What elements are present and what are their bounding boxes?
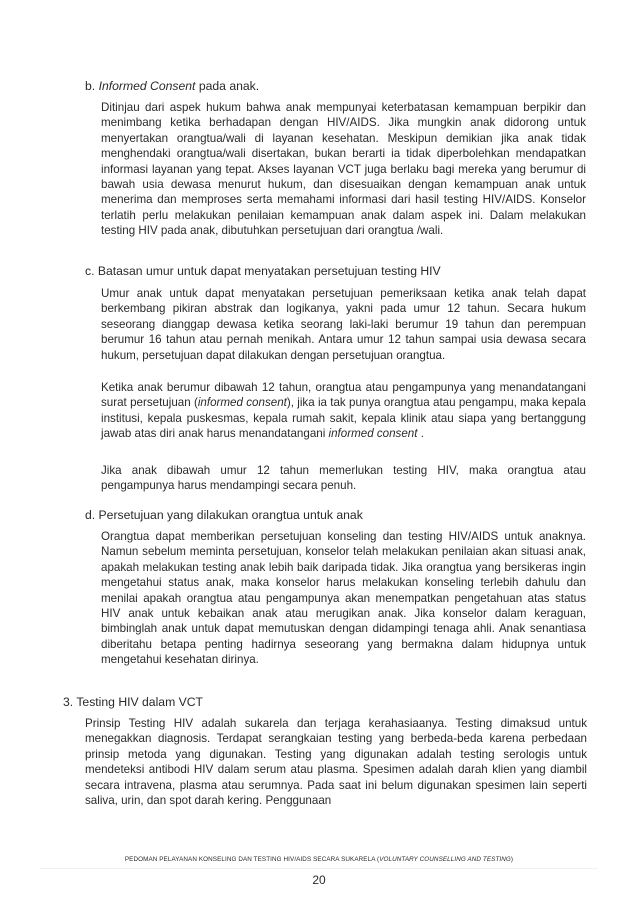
section-d-heading: d. Persetujuan yang dilakukan orangtua untuk anak bbox=[85, 508, 363, 522]
footer-running-title bbox=[0, 856, 638, 863]
section-c-heading: c. Batasan umur untuk dapat menyatakan persetujuan testing HIV bbox=[85, 264, 441, 278]
section-c-p2-text-b: ), jika ia tak punya orangtua atau pengampu, maka kepala institusi, kepala puskesmas, kepala rumah sakit, kepala klinik atau siapa yang bertanggung jawab atas diri anak harus menandatangani bbox=[101, 396, 586, 441]
footer-note-italic: VOLUNTARY COUNSELLING AND TESTING bbox=[379, 856, 511, 863]
section-d-paragraph-1: Orangtua dapat memberikan persetujuan konseling dan testing HIV/AIDS untuk anaknya. Namun sebelum meminta persetujuan, konselor telah melakukan penilaian akan situasi anak, apakah melakukan testing anak lebih baik daripada tidak. Jika orangtua yang bersikeras ingin mengetahui status anak, maka konselor harus melakukan konseling terlebih dahulu dan menilai apakah orangtua atau pengampunya akan menempatkan pengetahuan atas status HIV anak untuk kebaikan anak atau merugikan anak. Jika konselor dalam keraguan, bimbinglah anak untuk dapat memutuskan dengan didampingi tenaga ahli. Anak senantiasa diberitahu betapa penting hadirnya seseorang yang bermakna dalam hidupnya untuk mengetahui kesehatan dirinya. bbox=[101, 530, 586, 667]
section-b-heading-italic: Informed Consent bbox=[98, 79, 196, 93]
section-c-paragraph-1: Umur anak untuk dapat menyatakan persetujuan pemeriksaan ketika anak telah dapat berkembang pikiran abstrak dan logikanya, yakni pada umur 12 tahun. Secara hukum seseorang dianggap dewasa ketika seorang laki-laki berumur 19 tahun dan perempuan berumur 16 tahun atau pernah menikah. Antara umur 12 tahun sampai usia dewasa secara hukum, persetujuan dapat dilakukan dengan persetujuan orangtua. bbox=[101, 287, 586, 362]
section-3-paragraph-1: Prinsip Testing HIV adalah sukarela dan terjaga kerahasiaanya. Testing dimaksud untuk menegakkan diagnosis. Terdapat serangkaian testing yang berbeda-beda karena perbedaan prinsip metoda yang digunakan. Testing yang digunakan adalah testing serologis untuk mendeteksi antibodi HIV dalam serum atau plasma. Spesimen adalah darah klien yang diambil secara intravena, plasma atau serumnya. Pada saat ini belum digunakan spesimen lain seperti saliva, urin, dan spot darah kering. Penggunaan bbox=[85, 717, 587, 808]
page-number: 20 bbox=[312, 873, 326, 887]
section-b-heading bbox=[85, 78, 259, 94]
section-c-p2-italic-1: informed consent bbox=[197, 396, 287, 410]
footer-note-text-b: ) bbox=[510, 856, 514, 863]
section-c-paragraph-2 bbox=[101, 380, 586, 442]
footer-divider bbox=[40, 868, 598, 869]
section-c-p2-italic-2: informed consent bbox=[328, 427, 418, 441]
section-3-heading: 3. Testing HIV dalam VCT bbox=[63, 695, 203, 709]
footer-note-text-a: PEDOMAN PELAYANAN KONSELING DAN TESTING HIV/AIDS SECARA SUKARELA ( bbox=[124, 856, 380, 863]
section-b-prefix: b. bbox=[85, 79, 99, 93]
section-c-paragraph-3: Jika anak dibawah umur 12 tahun memerlukan testing HIV, maka orangtua atau pengampunya harus mendampingi secara penuh. bbox=[101, 464, 586, 493]
section-b-paragraph-1: Ditinjau dari aspek hukum bahwa anak mempunyai keterbatasan kemampuan berpikir dan menimbang ketika berhadapan dengan HIV/AIDS. Jika mungkin anak didorong untuk menyertakan orangtua/wali di layanan kesehatan. Meskipun demikian jika anak tidak menghendaki orangtua/wali disertakan, bukan berarti ia tidak diperbolehkan mendapatkan informasi layanan yang tepat. Akses layanan VCT juga berlaku bagi mereka yang berumur di bawah usia dewasa menurut hukum, dan disesuaikan dengan kemampuan anak untuk menerima dan memproses serta memahami informasi dari hasil testing HIV/AIDS. Konselor terlatih perlu melakukan penilaian kemampuan anak dalam aspek ini. Dalam melakukan testing HIV pada anak, dibutuhkan persetujuan dari orangtua /wali. bbox=[101, 101, 586, 238]
section-c-p2-text-a: Ketika anak berumur dibawah 12 tahun, orangtua atau pengampunya yang menandatangani surat persetujuan ( bbox=[101, 381, 586, 410]
section-b-suffix: pada anak. bbox=[195, 79, 260, 93]
section-c-p2-text-c: . bbox=[417, 427, 424, 441]
